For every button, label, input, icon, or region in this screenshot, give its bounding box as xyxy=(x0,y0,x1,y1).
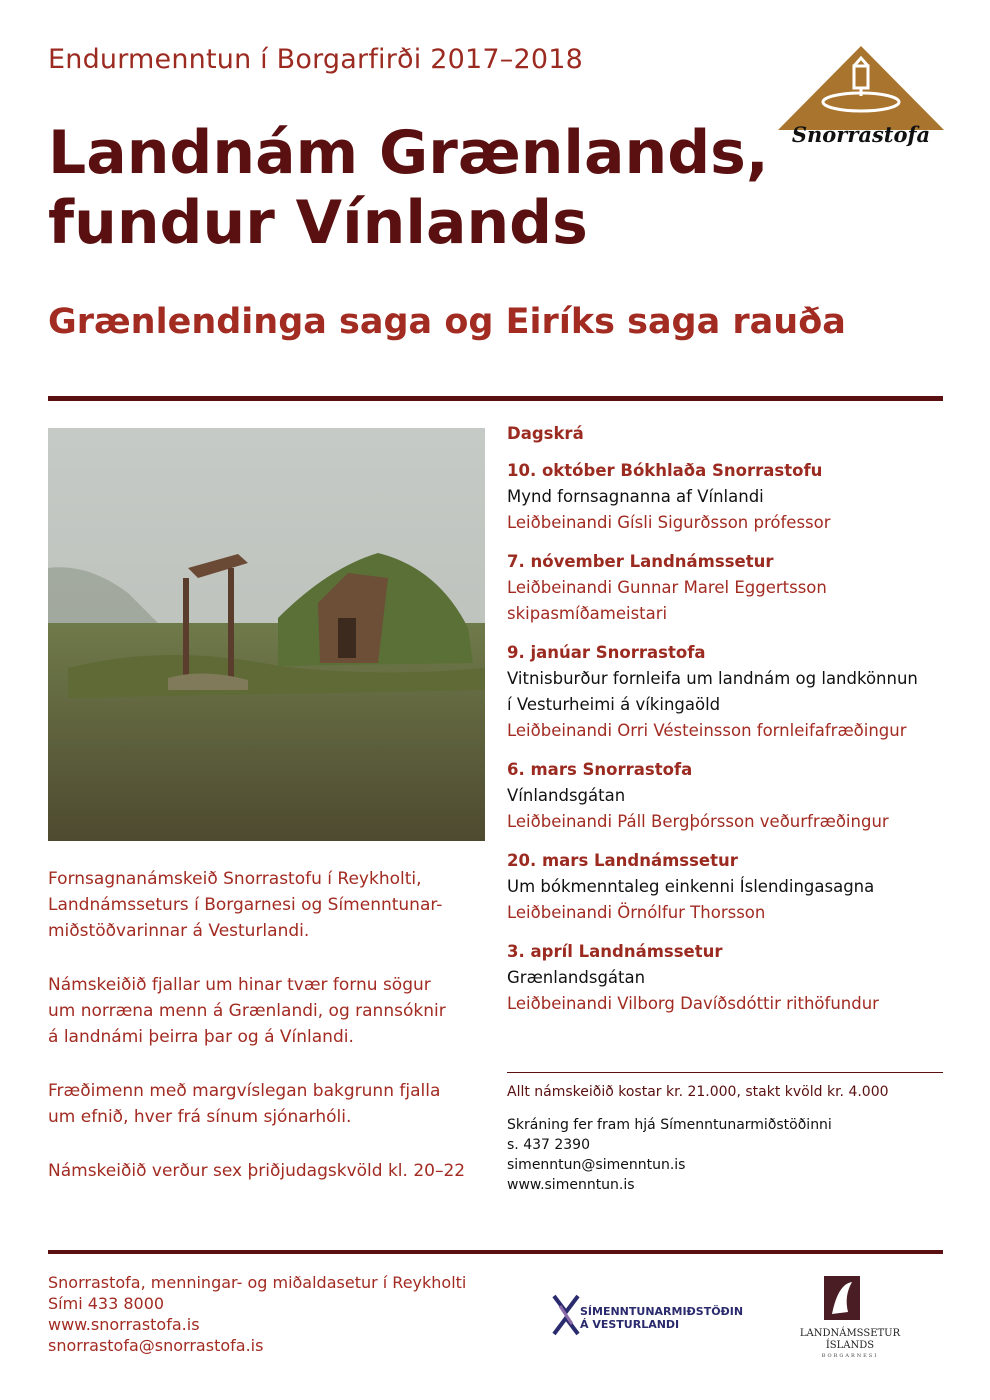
landnamssetur-logo-icon xyxy=(818,1274,866,1328)
event-date: 7. nóvember Landnámssetur xyxy=(507,552,774,571)
event-title: Grænlandsgátan xyxy=(507,968,646,987)
schedule-event xyxy=(507,549,947,627)
intro-line: Námskeiðið fjallar um hinar tvær fornu sögur xyxy=(48,975,431,995)
schedule-event xyxy=(507,458,947,536)
event-title: Vínlandsgátan xyxy=(507,786,626,805)
landnam-line-1: LANDNÁMSSETUR xyxy=(799,1328,901,1339)
intro-paragraph-4: Námskeiðið verður sex þriðjudagskvöld kl. 20–22 xyxy=(48,1161,466,1181)
pricing-text: Allt námskeiðið kostar kr. 21.000, stakt kvöld kr. 4.000 xyxy=(507,1084,889,1100)
event-lecturer: Leiðbeinandi Örnólfur Thorsson xyxy=(507,903,766,922)
intro-paragraph-2 xyxy=(48,972,488,1050)
simenntun-logo xyxy=(580,1305,743,1331)
footer-phone: Sími 433 8000 xyxy=(48,1294,165,1313)
intro-line: Fræðimenn með margvíslegan bakgrunn fjalla xyxy=(48,1081,441,1101)
intro-line: Landnámsseturs í Borgarnesi og Símenntunar- xyxy=(48,895,443,915)
eyebrow-title: Endurmenntun í Borgarfirði 2017–2018 xyxy=(48,44,583,75)
registration-line: Skráning fer fram hjá Símenntunarmiðstöðinni xyxy=(507,1117,832,1133)
registration-website[interactable]: www.simenntun.is xyxy=(507,1177,635,1193)
registration-phone: s. 437 2390 xyxy=(507,1137,590,1153)
footer-org: Snorrastofa, menningar- og miðaldasetur í Reykholti xyxy=(48,1273,467,1292)
event-title: Vitnisburður fornleifa um landnám og landkönnun xyxy=(507,669,918,688)
footer-website[interactable]: www.snorrastofa.is xyxy=(48,1315,200,1334)
event-lecturer: Leiðbeinandi Gunnar Marel Eggertsson xyxy=(507,578,827,597)
event-lecturer-title: skipasmíðameistari xyxy=(507,604,668,623)
event-date: 10. október Bókhlaða Snorrastofu xyxy=(507,461,823,480)
event-title: Um bókmenntaleg einkenni Íslendingasagna xyxy=(507,877,875,896)
pricing-divider xyxy=(507,1072,943,1073)
landnamssetur-logo xyxy=(790,1328,910,1352)
event-lecturer: Leiðbeinandi Orri Vésteinsson fornleifafræðingur xyxy=(507,721,907,740)
footer-email[interactable]: snorrastofa@snorrastofa.is xyxy=(48,1336,264,1355)
logo-wordmark: Snorrastofa xyxy=(791,122,931,147)
subtitle: Grænlendinga saga og Eiríks saga rauða xyxy=(48,302,846,342)
footer-divider xyxy=(48,1250,943,1254)
event-date: 20. mars Landnámssetur xyxy=(507,851,738,870)
schedule-event xyxy=(507,757,947,835)
event-date: 3. apríl Landnámssetur xyxy=(507,942,723,961)
simenntun-line-1: SÍMENNTUNARMIÐSTÖÐIN xyxy=(580,1305,744,1318)
event-date: 6. mars Snorrastofa xyxy=(507,760,693,779)
main-title xyxy=(48,118,808,258)
intro-line: um efnið, hver frá sínum sjónarhóli. xyxy=(48,1107,352,1127)
landscape-photo xyxy=(48,428,485,841)
intro-line: miðstöðvarinnar á Vesturlandi. xyxy=(48,921,310,941)
event-lecturer: Leiðbeinandi Vilborg Davíðsdóttir rithöfundur xyxy=(507,994,879,1013)
landnam-line-3: BORGARNESI xyxy=(821,1353,879,1359)
landnam-line-2: ÍSLANDS xyxy=(825,1340,875,1351)
title-line-1: Landnám Grænlands, xyxy=(48,118,769,188)
schedule-event xyxy=(507,640,947,744)
schedule-event xyxy=(507,848,947,926)
schedule-heading: Dagskrá xyxy=(507,424,584,443)
intro-paragraph-3 xyxy=(48,1078,488,1130)
simenntun-logo-icon xyxy=(552,1292,580,1338)
intro-line: Fornsagnanámskeið Snorrastofu í Reykholti, xyxy=(48,869,422,889)
simenntun-line-2: Á VESTURLANDI xyxy=(580,1318,680,1331)
event-date: 9. janúar Snorrastofa xyxy=(507,643,706,662)
title-line-2: fundur Vínlands xyxy=(48,188,588,258)
intro-line: á landnámi þeirra þar og á Vínlandi. xyxy=(48,1027,354,1047)
header-divider xyxy=(48,396,943,401)
schedule-event xyxy=(507,939,947,1017)
event-title: Mynd fornsagnanna af Vínlandi xyxy=(507,487,764,506)
event-lecturer: Leiðbeinandi Páll Bergþórsson veðurfræðingur xyxy=(507,812,889,831)
intro-paragraph-1 xyxy=(48,866,488,944)
event-lecturer: Leiðbeinandi Gísli Sigurðsson prófessor xyxy=(507,513,831,532)
registration-email[interactable]: simenntun@simenntun.is xyxy=(507,1157,686,1173)
intro-line: um norræna menn á Grænlandi, og rannsóknir xyxy=(48,1001,446,1021)
footer-contact xyxy=(48,1272,466,1356)
registration-info xyxy=(507,1115,947,1195)
schedule xyxy=(507,424,947,1030)
event-title: í Vesturheimi á víkingaöld xyxy=(507,695,721,714)
